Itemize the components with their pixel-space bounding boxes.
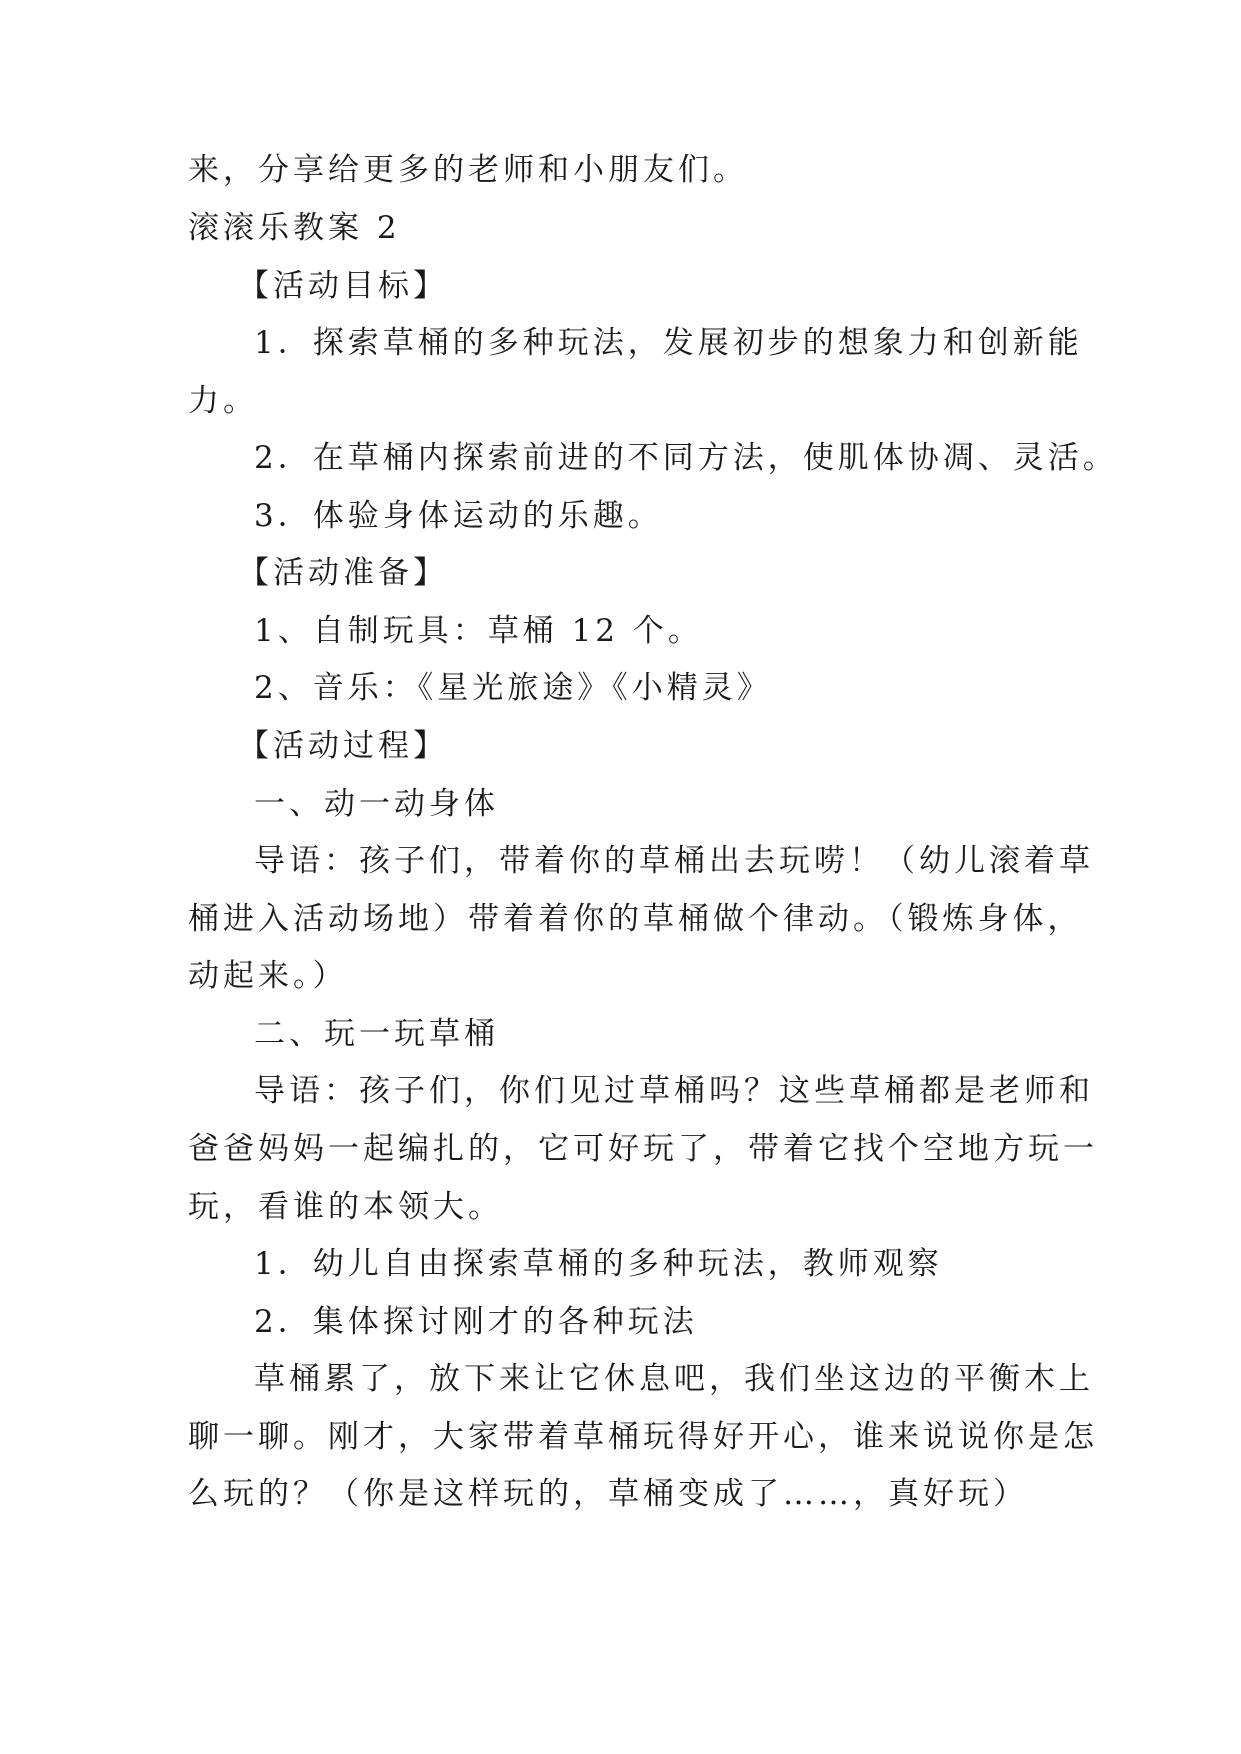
text-line: 力。: [188, 383, 258, 419]
heading-activity-goals: 【活动目标】: [238, 268, 448, 304]
text-line: 聊一聊。刚才，大家带着草桶玩得好开心，谁来说说你是怎: [188, 1419, 1098, 1455]
section-title: 滚滚乐教案 2: [188, 210, 401, 246]
text-line: 2、音乐：《星光旅途》《小精灵》: [254, 670, 772, 706]
text-line: 动起来。）: [188, 958, 348, 994]
text-line: 3．体验身体运动的乐趣。: [254, 498, 663, 534]
text-line: 2．在草桶内探索前进的不同方法，使肌体协凋、灵活。: [254, 440, 1118, 476]
heading-activity-prep: 【活动准备】: [238, 555, 448, 591]
text-line: 导语：孩子们，你们见过草桶吗？这些草桶都是老师和: [254, 1073, 1094, 1109]
text-line: 导语：孩子们，带着你的草桶出去玩唠！（幼儿滚着草: [254, 843, 1094, 879]
text-line: 桶进入活动场地）带着着你的草桶做个律动。（锻炼身体，: [188, 901, 1083, 937]
text-line: 1．探索草桶的多种玩法，发展初步的想象力和创新能: [254, 325, 1083, 361]
text-line: 2．集体探讨刚才的各种玩法: [254, 1304, 698, 1340]
text-line: 草桶累了，放下来让它休息吧，我们坐这边的平衡木上: [254, 1361, 1094, 1397]
text-line: 么玩的？（你是这样玩的，草桶变成了……，真好玩）: [188, 1476, 1028, 1512]
text-line: 1．幼儿自由探索草桶的多种玩法，教师观察: [254, 1246, 943, 1282]
text-line: 玩，看谁的本领大。: [188, 1189, 503, 1225]
subheading: 二、玩一玩草桶: [254, 1016, 499, 1052]
text-line: 1、自制玩具：草桶 12 个。: [254, 613, 703, 649]
heading-activity-process: 【活动过程】: [238, 728, 448, 764]
text-line: 来，分享给更多的老师和小朋友们。: [188, 152, 748, 188]
text-line: 爸爸妈妈一起编扎的，它可好玩了，带着它找个空地方玩一: [188, 1131, 1098, 1167]
subheading: 一、动一动身体: [254, 786, 499, 822]
